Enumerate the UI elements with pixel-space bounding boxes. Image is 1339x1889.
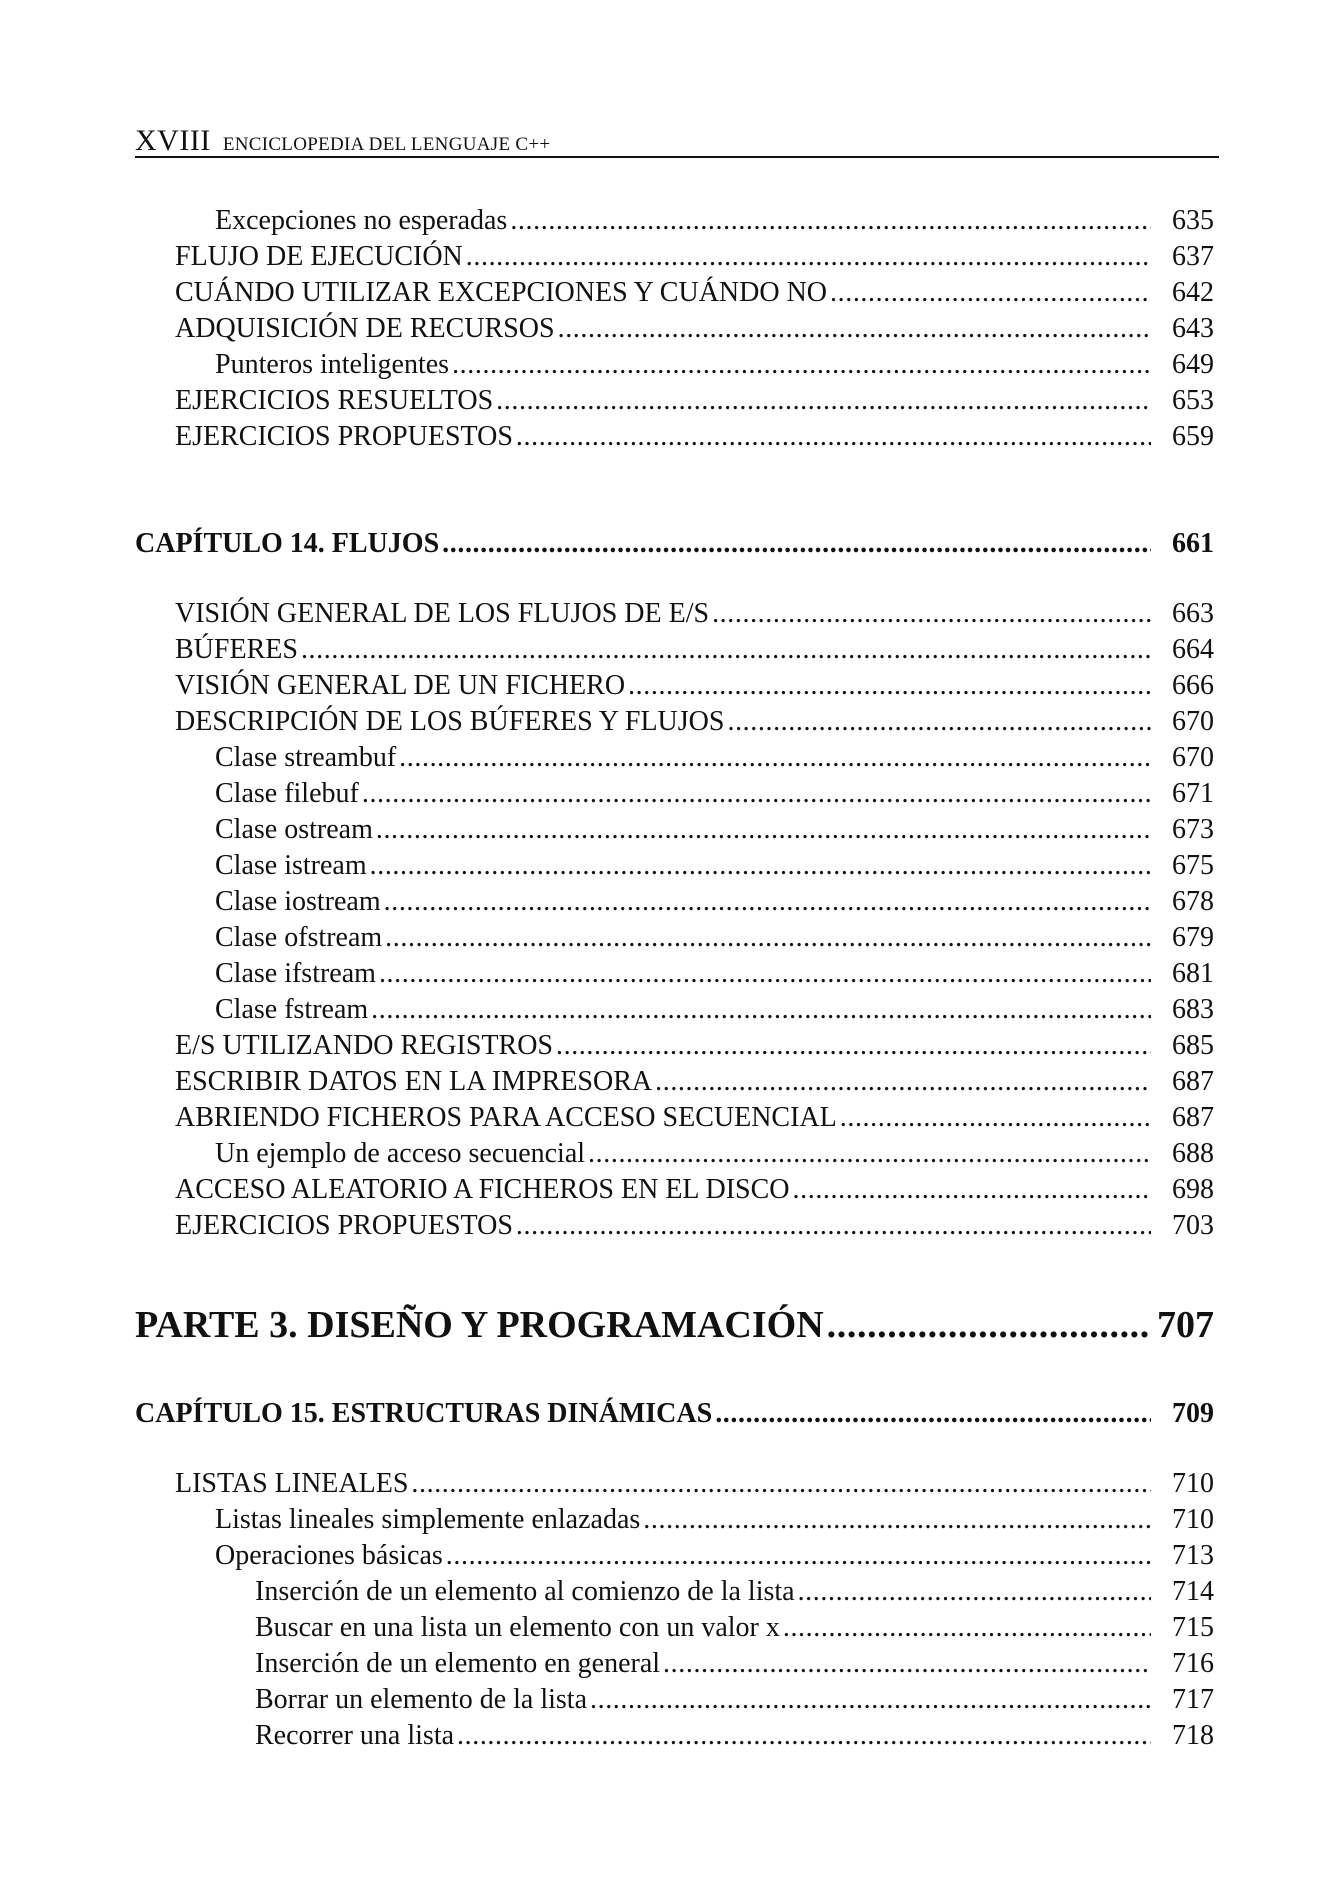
dot-leader [442,528,1151,560]
toc-entry [175,598,1214,630]
toc-entry-title: ABRIENDO FICHEROS PARA ACCESO SECUENCIAL [175,1102,837,1134]
toc-entry [215,994,1214,1026]
toc-entry-page: 707 [1157,1303,1214,1346]
toc-entry-page: 666 [1172,670,1214,702]
toc-entry [175,421,1214,453]
dot-leader [301,634,1151,666]
toc-entry-title: Buscar en una lista un elemento con un valor x [255,1612,780,1644]
toc-entry-page: 715 [1172,1612,1214,1644]
dot-leader [793,1174,1151,1206]
toc-entry [215,1504,1214,1536]
toc-entry [215,850,1214,882]
dot-leader [840,1102,1151,1134]
book-title: ENCICLOPEDIA DEL LENGUAJE C++ [222,134,551,155]
dot-leader [516,421,1151,453]
dot-leader [516,1210,1151,1242]
dot-leader [362,778,1151,810]
toc-chapter-entry [135,1398,1214,1430]
dot-leader [588,1138,1151,1170]
toc-entry-page: 685 [1172,1030,1214,1062]
dot-leader [827,1303,1151,1347]
toc-entry [215,922,1214,954]
toc-entry-title: CUÁNDO UTILIZAR EXCEPCIONES Y CUÁNDO NO [175,277,828,309]
dot-leader [446,1540,1151,1572]
toc-entry [175,1102,1214,1134]
toc-entry-page: 675 [1172,850,1214,882]
toc-entry [255,1684,1214,1716]
toc-entry-title: BÚFERES [175,634,298,666]
toc-entry-page: 703 [1172,1210,1214,1242]
dot-leader [655,1066,1151,1098]
toc-entry-page: 678 [1172,886,1214,918]
toc-entry-page: 643 [1172,313,1214,345]
toc-entry-title: PARTE 3. DISEÑO Y PROGRAMACIÓN [135,1303,824,1346]
toc-entry-page: 664 [1172,634,1214,666]
dot-leader [783,1612,1151,1644]
toc-entry-title: VISIÓN GENERAL DE LOS FLUJOS DE E/S [175,598,710,630]
toc-entry [215,958,1214,990]
toc-entry-title: LISTAS LINEALES [175,1468,409,1500]
toc-entry [175,1174,1214,1206]
toc-entry-title: ESCRIBIR DATOS EN LA IMPRESORA [175,1066,653,1098]
toc-entry-page: 714 [1172,1576,1214,1608]
toc-entry [215,778,1214,810]
dot-leader [496,385,1151,417]
dot-leader [556,1030,1151,1062]
toc-entry-title: Operaciones básicas [215,1540,443,1572]
toc-entry-title: Clase fstream [215,994,369,1026]
toc-entry-title: Listas lineales simplemente enlazadas [215,1504,641,1536]
toc-entry [175,634,1214,666]
dot-leader [510,205,1151,237]
toc-entry [175,1066,1214,1098]
toc-chapter-entry [135,528,1214,560]
toc-entry-title: Excepciones no esperadas [215,205,508,237]
toc-entry-title: ACCESO ALEATORIO A FICHEROS EN EL DISCO [175,1174,790,1206]
dot-leader [466,241,1151,273]
toc-entry [175,1030,1214,1062]
toc-entry-page: 642 [1172,277,1214,309]
toc-entry-title: Un ejemplo de acceso secuencial [215,1138,586,1170]
toc-entry-page: 683 [1172,994,1214,1026]
toc-entry [175,670,1214,702]
toc-entry-page: 663 [1172,598,1214,630]
dot-leader [379,958,1151,990]
toc-entry-title: Borrar un elemento de la lista [255,1684,587,1716]
toc-entry-page: 673 [1172,814,1214,846]
toc-entry [175,706,1214,738]
dot-leader [411,1468,1151,1500]
toc-entry-title: ADQUISICIÓN DE RECURSOS [175,313,555,345]
toc-entry [215,1540,1214,1572]
toc-entry-title: EJERCICIOS PROPUESTOS [175,1210,513,1242]
toc-entry-page: 670 [1172,706,1214,738]
toc-entry-title: Clase ofstream [215,922,383,954]
toc-entry-page: 717 [1172,1684,1214,1716]
toc-entry-page: 710 [1172,1468,1214,1500]
toc-entry-title: Punteros inteligentes [215,349,450,381]
running-header [135,124,1219,158]
toc-entry-page: 670 [1172,742,1214,774]
toc-entry-title: Recorrer una lista [255,1720,455,1752]
toc-entry [215,742,1214,774]
toc-entry-title: Clase filebuf [215,778,359,810]
toc-entry-title: EJERCICIOS RESUELTOS [175,385,494,417]
toc-entry [255,1648,1214,1680]
toc-entry [175,1468,1214,1500]
dot-leader [376,814,1151,846]
toc-entry [175,313,1214,345]
dot-leader [590,1684,1151,1716]
toc-entry-title: Clase ostream [215,814,373,846]
toc-entry [215,349,1214,381]
dot-leader [452,349,1151,381]
toc-entry [215,886,1214,918]
toc-entry-title: Inserción de un elemento al comienzo de la lista [255,1576,795,1608]
dot-leader [370,850,1151,882]
dot-leader [643,1504,1151,1536]
dot-leader [798,1576,1151,1608]
toc-entry-page: 649 [1172,349,1214,381]
toc-entry-page: 671 [1172,778,1214,810]
dot-leader [712,598,1151,630]
dot-leader [830,277,1151,309]
toc-entry-page: 661 [1172,528,1214,560]
dot-leader [457,1720,1151,1752]
toc-entry-title: Clase istream [215,850,367,882]
toc-entry-page: 681 [1172,958,1214,990]
toc-entry [175,277,1214,309]
toc-entry-title: CAPÍTULO 14. FLUJOS [135,528,440,560]
dot-leader [727,706,1151,738]
dot-leader [384,886,1151,918]
toc-entry [175,385,1214,417]
toc-entry-page: 659 [1172,421,1214,453]
toc-entry-page: 710 [1172,1504,1214,1536]
dot-leader [663,1648,1151,1680]
dot-leader [385,922,1151,954]
toc-entry-title: Inserción de un elemento en general [255,1648,661,1680]
dot-leader [628,670,1151,702]
toc-entry [175,241,1214,273]
toc-entry [175,1210,1214,1242]
toc-entry-title: Clase streambuf [215,742,397,774]
toc-entry-page: 688 [1172,1138,1214,1170]
toc-entry-page: 653 [1172,385,1214,417]
toc-entry-title: Clase ifstream [215,958,376,990]
toc-entry-page: 716 [1172,1648,1214,1680]
toc-entry-page: 718 [1172,1720,1214,1752]
toc-entry [215,814,1214,846]
toc-entry-page: 713 [1172,1540,1214,1572]
toc-entry-page: 687 [1172,1066,1214,1098]
dot-leader [399,742,1151,774]
toc-entry-title: E/S UTILIZANDO REGISTROS [175,1030,553,1062]
toc-entry-page: 635 [1172,205,1214,237]
toc-entry-title: CAPÍTULO 15. ESTRUCTURAS DINÁMICAS [135,1398,713,1430]
toc-entry-page: 698 [1172,1174,1214,1206]
toc-entry-page: 709 [1172,1398,1214,1430]
toc-entry-title: DESCRIPCIÓN DE LOS BÚFERES Y FLUJOS [175,706,725,738]
page-number: XVIII [135,124,211,157]
toc-entry-title: VISIÓN GENERAL DE UN FICHERO [175,670,626,702]
toc-entry-title: FLUJO DE EJECUCIÓN [175,241,463,273]
toc-entry-page: 687 [1172,1102,1214,1134]
dot-leader [715,1398,1151,1430]
toc-entry-title: Clase iostream [215,886,381,918]
toc-entry-page: 679 [1172,922,1214,954]
header-rule [135,156,1219,158]
toc-entry [255,1720,1214,1752]
dot-leader [558,313,1151,345]
toc-entry [255,1576,1214,1608]
toc-entry [215,1138,1214,1170]
toc-entry [215,205,1214,237]
toc-entry-page: 637 [1172,241,1214,273]
toc-part-entry [135,1303,1214,1347]
toc-entry-title: EJERCICIOS PROPUESTOS [175,421,513,453]
dot-leader [371,994,1151,1026]
toc-entry [255,1612,1214,1644]
